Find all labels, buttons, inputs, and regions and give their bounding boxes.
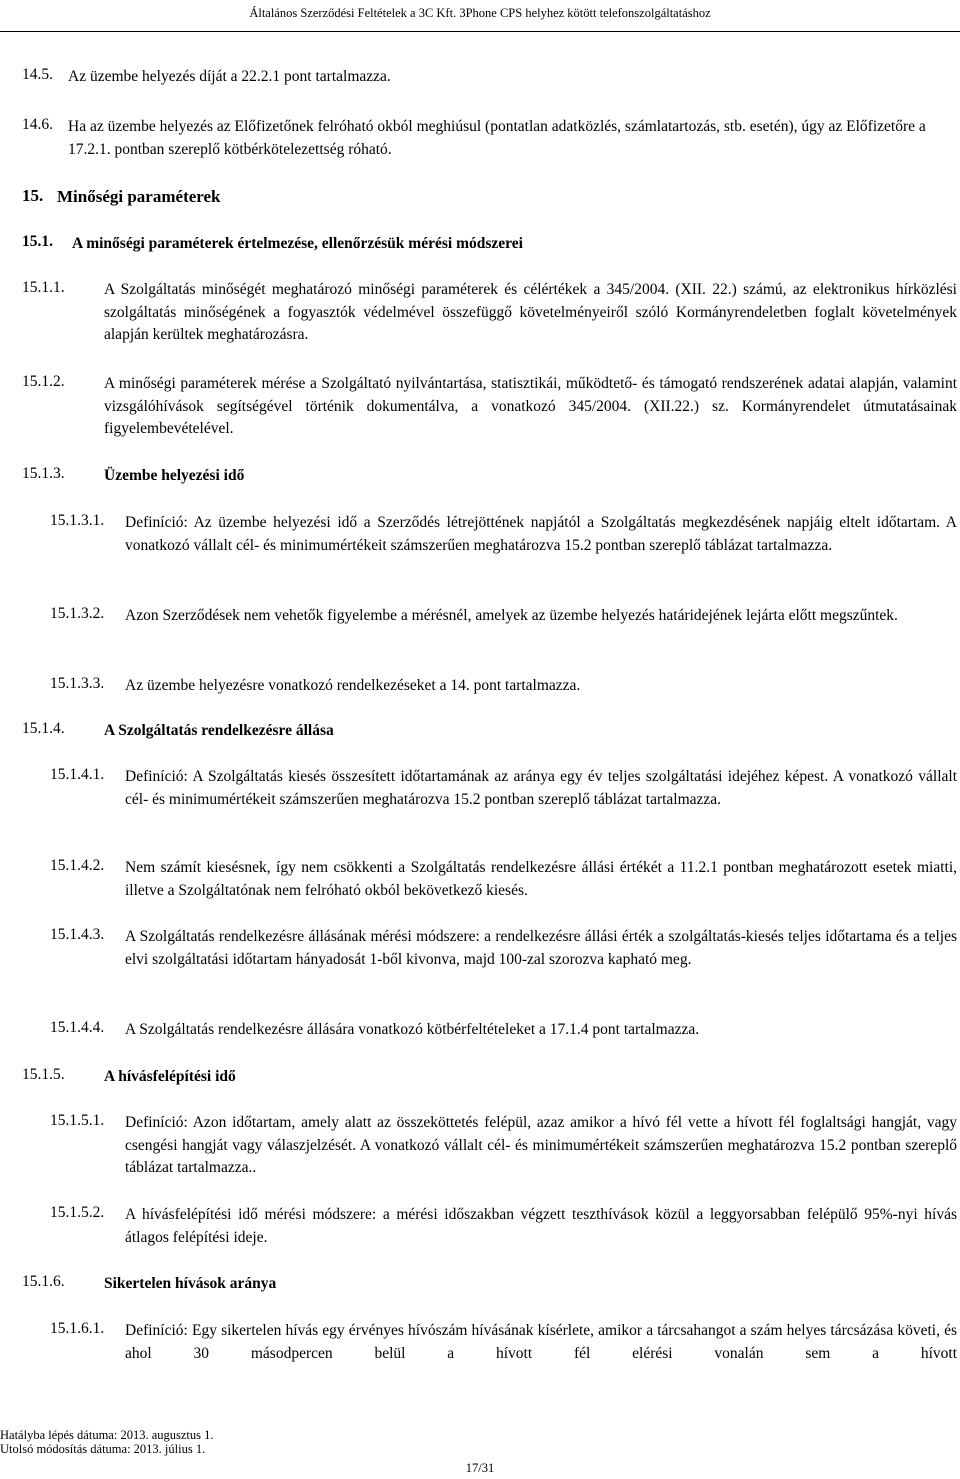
- heading-15: Minőségi paraméterek: [57, 187, 221, 206]
- section-number: 15.1.3.: [22, 465, 65, 482]
- heading-15-1-6: Sikertelen hívások aránya: [104, 1275, 277, 1292]
- heading-15-1-3: Üzembe helyezési idő: [104, 467, 245, 484]
- section-number: 15.1.: [22, 233, 53, 250]
- section-number: 15.1.6.: [22, 1273, 65, 1290]
- footer-modified-date: Utolsó módosítás dátuma: 2013. július 1.: [0, 1442, 206, 1456]
- section-number: 15.1.3.2.: [50, 605, 105, 622]
- section-number: 15.: [22, 186, 44, 205]
- paragraph-15-1-4-3: A Szolgáltatás rendelkezésre állásának mérési módszere: a rendelkezésre állási érték a szolgáltatás-kiesés teljes időtartama és a teljes elvi szolgáltatási időtartam hányadosát 1-ből kivonva, majd 100-zal szorozva kapható meg.: [125, 928, 957, 968]
- section-number: 15.1.4.1.: [50, 766, 105, 783]
- section-number: 15.1.3.1.: [50, 512, 105, 529]
- paragraph-15-1-3-3: Az üzembe helyezésre vonatkozó rendelkezéseket a 14. pont tartalmazza.: [125, 677, 581, 694]
- section-number: 14.5.: [22, 66, 53, 83]
- paragraph-15-1-2: A minőségi paraméterek mérése a Szolgáltató nyilvántartása, statisztikái, működtető- és támogató rendszerének adatai alapján, valamint vizsgálóhívások segítségével történik dokumentálva, a vonatkozó 345/2004. (XII.22.) sz. Kormányrendelet útmutatásainak figyelembevételével.: [104, 375, 957, 437]
- paragraph-15-1-5-1: Definíció: Azon időtartam, amely alatt az összeköttetés felépül, azaz amikor a hívó fél vette a hívott fél foglaltsági hangját, vagy csengési hangját vagy válaszjelzését. A vonatkozó vállalt cél- és minimumértékeit számszerűen meghatározva 15.2 pontban szereplő táblázat tartalmazza..: [125, 1114, 957, 1176]
- section-number: 15.1.5.2.: [50, 1204, 105, 1221]
- paragraph-14-6: Ha az üzembe helyezés az Előfizetőnek felróható okból meghiúsul (pontatlan adatközlés, számlatartozás, stb. esetén), úgy az Előfizetőre a 17.2.1. pontban szereplő kötbérkötelezettség róható.: [68, 118, 926, 158]
- header-divider: [0, 31, 960, 32]
- section-number: 15.1.4.3.: [50, 926, 105, 943]
- page-number: 17/31: [465, 1461, 495, 1475]
- heading-15-1-5: A hívásfelépítési idő: [104, 1068, 236, 1085]
- heading-15-1-4: A Szolgáltatás rendelkezésre állása: [104, 722, 334, 739]
- footer-effective-date: Hatályba lépés dátuma: 2013. augusztus 1.: [0, 1428, 214, 1442]
- paragraph-15-1-3-1: Definíció: Az üzembe helyezési idő a Szerződés létrejöttének napjától a Szolgáltatás megkezdésének napjáig eltelt időtartam. A vonatkozó vállalt cél- és minimumértékeit számszerűen meghatározva 15.2 pontban szereplő táblázat tartalmazza.: [125, 514, 957, 554]
- paragraph-15-1-6-1: Definíció: Egy sikertelen hívás egy érvényes hívószám hívásának kísérlete, amikor a tárcsahangot a szám helyes tárcsázása követi, és ahol 30 másodpercen belül a hívott fél elérési vonalán sem a hívott: [125, 1322, 957, 1362]
- section-number: 15.1.5.1.: [50, 1112, 105, 1129]
- section-number: 15.1.4.: [22, 720, 65, 737]
- heading-15-1: A minőségi paraméterek értelmezése, ellenőrzésük mérési módszerei: [72, 235, 523, 252]
- paragraph-15-1-1: A Szolgáltatás minőségét meghatározó minőségi paraméterek és célértékek a 345/2004. (XII. 22.) számú, az elektronikus hírközlési szolgáltatás minőségének a fogyasztók védelmével összefüggő követelményeiről szóló Kormányrendeletben foglalt követelmények alapján kerültek meghatározásra.: [104, 281, 957, 343]
- paragraph-14-5: Az üzembe helyezés díját a 22.2.1 pont tartalmazza.: [68, 68, 391, 85]
- section-number: 15.1.2.: [22, 373, 65, 390]
- paragraph-15-1-4-4: A Szolgáltatás rendelkezésre állására vonatkozó kötbérfeltételeket a 17.1.4 pont tartalmazza.: [125, 1021, 700, 1038]
- section-number: 15.1.6.1.: [50, 1320, 105, 1337]
- paragraph-15-1-5-2: A hívásfelépítési idő mérési módszere: a mérési időszakban végzett teszthívások közül a leggyorsabban felépülő 95%-nyi hívás átlagos felépítési ideje.: [125, 1206, 957, 1246]
- section-number: 15.1.5.: [22, 1066, 65, 1083]
- section-number: 15.1.4.2.: [50, 857, 105, 874]
- paragraph-15-1-3-2: Azon Szerződések nem vehetők figyelembe a mérésnél, amelyek az üzembe helyezés határidejének lejárta előtt megszűntek.: [125, 607, 898, 624]
- paragraph-15-1-4-1: Definíció: A Szolgáltatás kiesés összesített időtartamának az aránya egy év teljes szolgáltatási idejéhez képest. A vonatkozó vállalt cél- és minimumértékeit számszerűen meghatározva 15.2 pontban szereplő táblázat tartalmazza.: [125, 768, 957, 808]
- section-number: 14.6.: [22, 116, 53, 133]
- paragraph-15-1-4-2: Nem számít kiesésnek, így nem csökkenti a Szolgáltatás rendelkezésre állási értékét a 11.2.1 pontban meghatározott esetek miatti, illetve a Szolgáltatónak nem felróható okból bekövetkező kiesés.: [125, 859, 957, 899]
- section-number: 15.1.4.4.: [50, 1019, 105, 1036]
- section-number: 15.1.1.: [22, 279, 65, 296]
- section-number: 15.1.3.3.: [50, 675, 105, 692]
- page-header: Általános Szerződési Feltételek a 3C Kft. 3Phone CPS helyhez kötött telefonszolgáltatáshoz: [249, 6, 711, 20]
